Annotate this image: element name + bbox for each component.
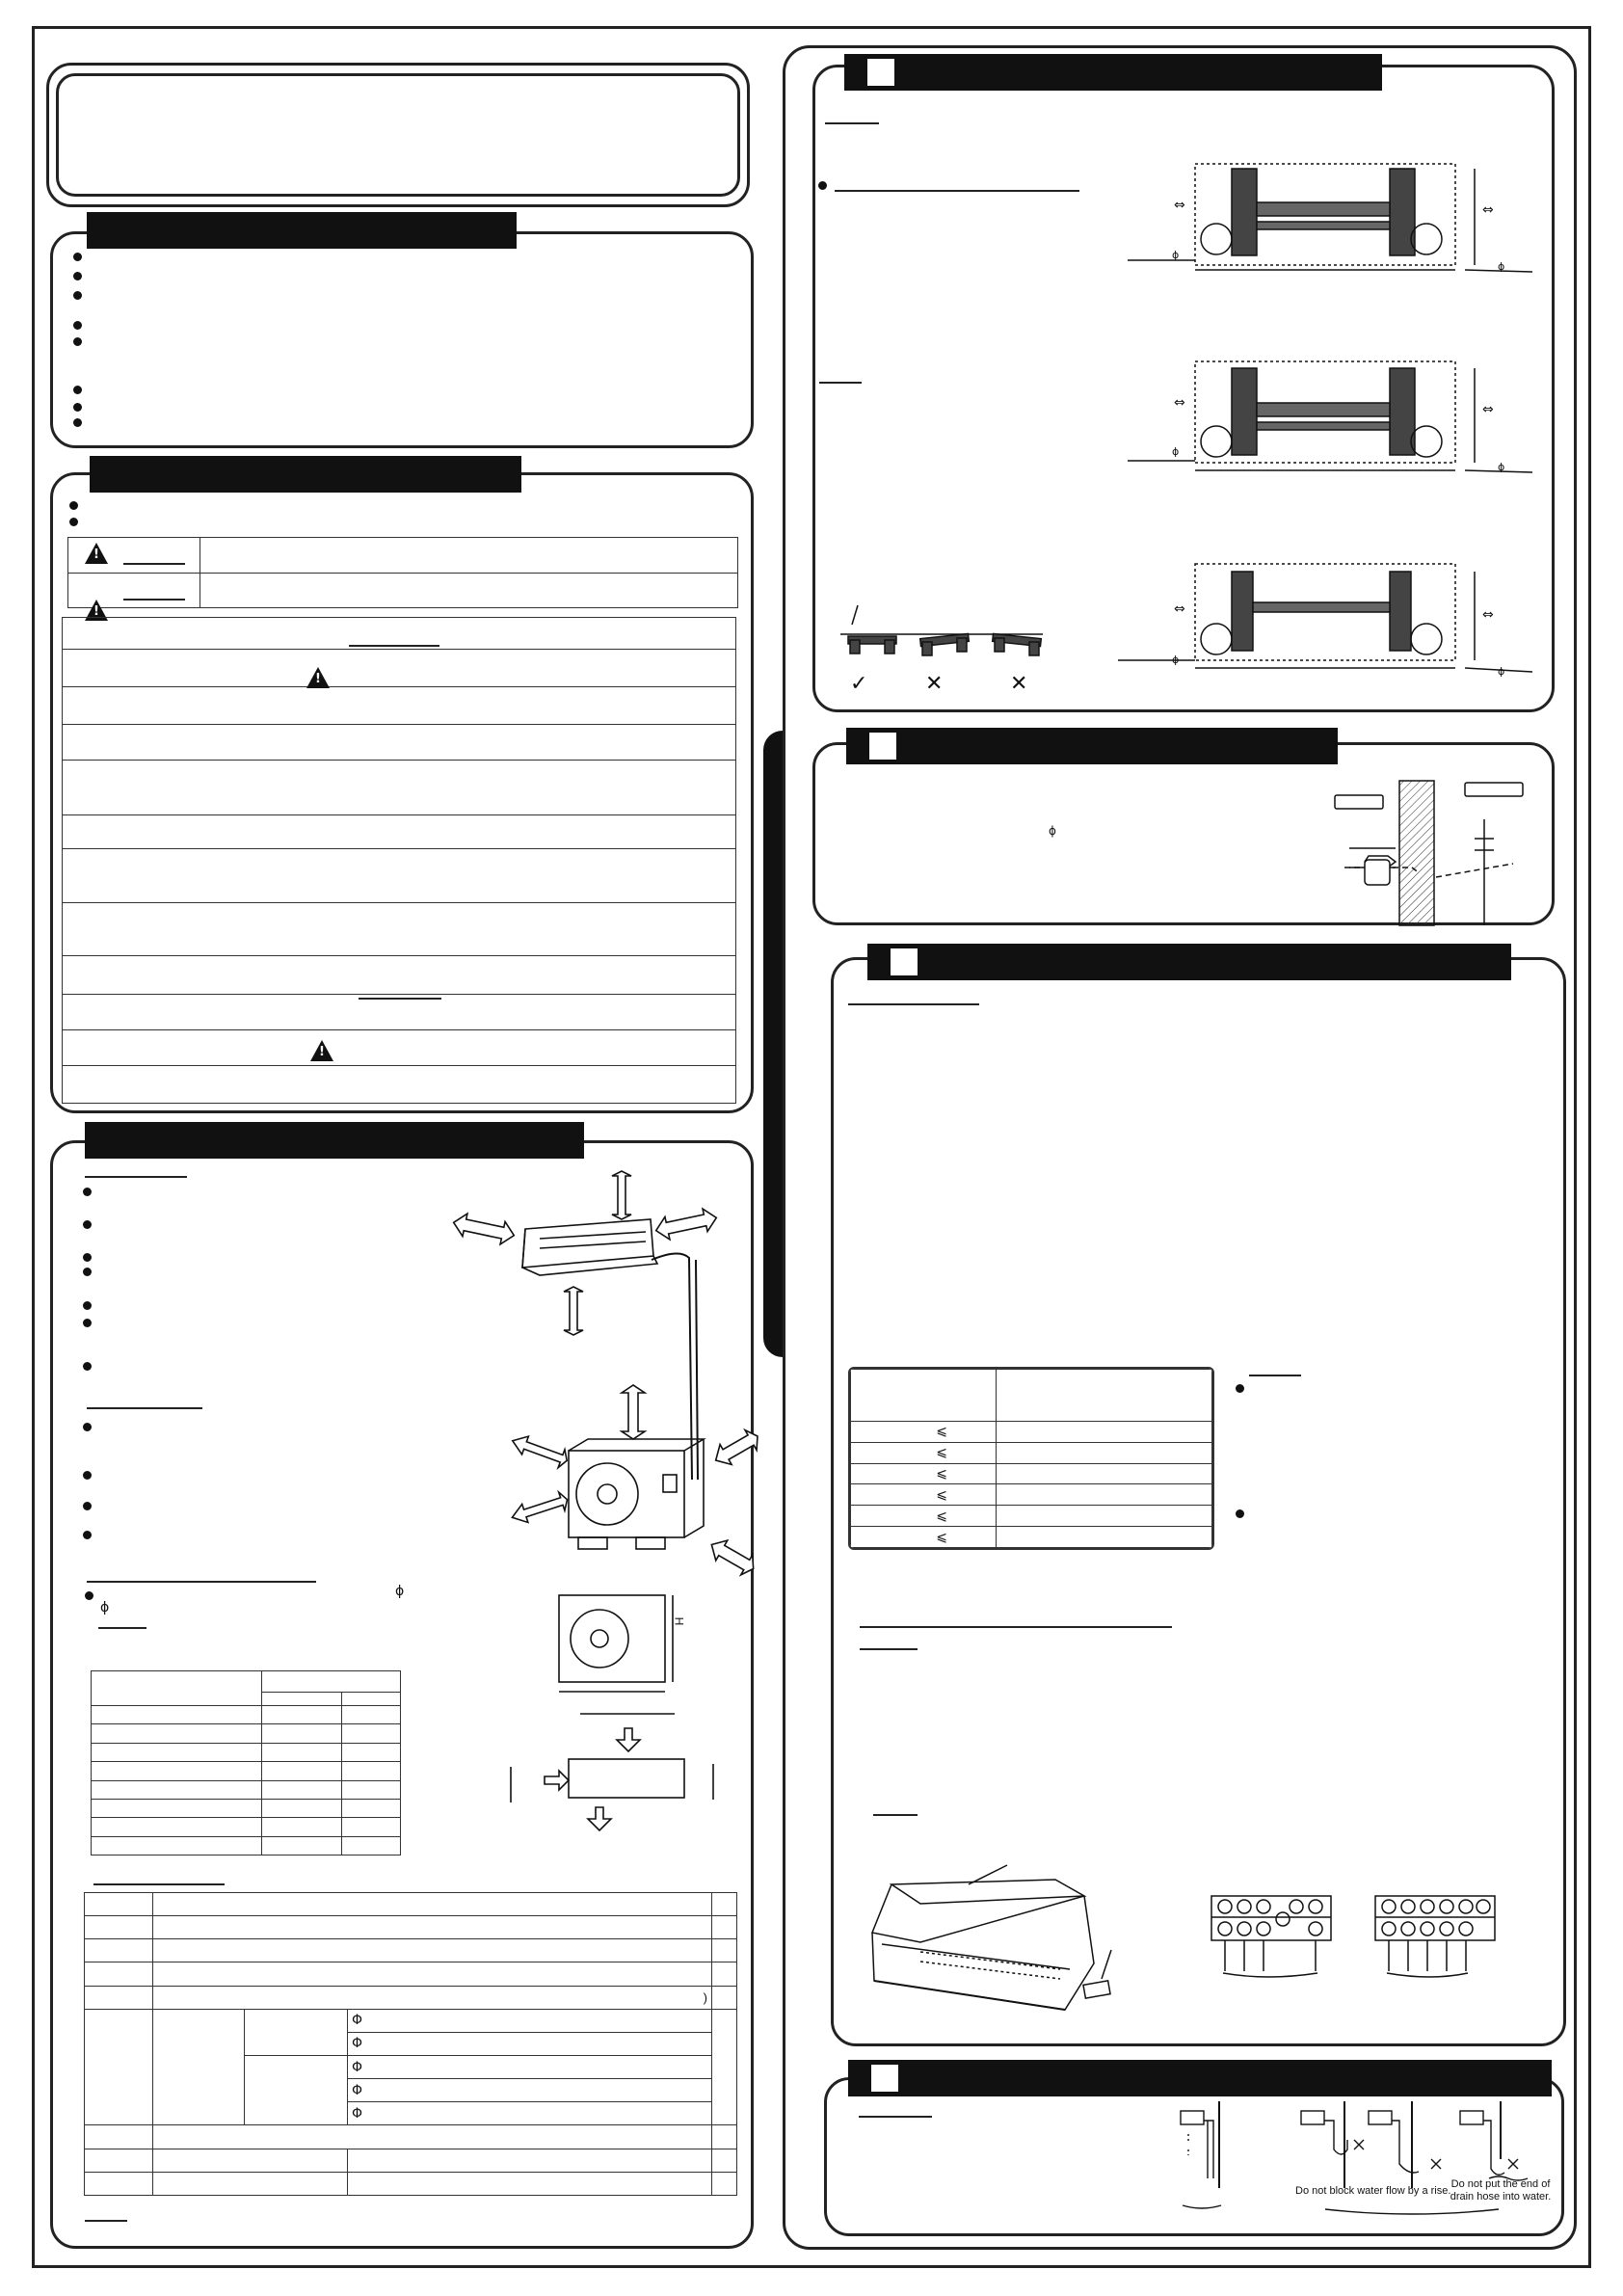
phi-symbol: ϕ [1172,445,1180,458]
bullet [73,272,82,280]
height-label: H [672,1616,686,1626]
phi-symbol: ϕ [395,1584,405,1599]
warning-table [62,617,736,1104]
bullet [818,181,827,190]
drain-note-no-water-1: Do not put the end of [1450,2178,1551,2190]
bullet [83,1253,92,1262]
section-header-2 [90,456,521,493]
wall-hole-diagram [1330,781,1542,925]
bullet [73,337,82,346]
arrow-symbol: ⇔ [1482,402,1494,417]
bullet [1236,1384,1244,1393]
le-symbol: ⩽ [936,1529,947,1545]
section-header-4 [844,54,1382,91]
warning-triangle-icon [85,543,108,564]
legend-label-line [123,563,185,565]
arrow-symbol: ⇔ [1482,607,1494,623]
bullet [73,418,82,427]
pipe-table [91,1670,401,1855]
warning-legend-table [67,537,738,608]
le-symbol: ⩽ [936,1445,947,1461]
phi-cap-symbol: Φ [352,2105,363,2122]
section-header-1 [87,212,517,249]
bullet [85,1591,93,1600]
terminal-block-diagram-1 [1210,1894,1335,1986]
subheading-underline [860,1626,1172,1628]
bullet [83,1301,92,1310]
subheading-underline [85,1176,187,1178]
drain-note-no-rise: Do not block water flow by a rise. [1295,2185,1451,2197]
section-header-5 [846,728,1338,764]
arrow-symbol: ⇔ [1174,601,1185,617]
phi-cap-symbol: Φ [352,2013,363,2029]
caution-triangle-icon [310,1040,333,1061]
subheading-underline [848,1003,979,1005]
le-symbol: ⩽ [936,1424,947,1440]
footnote-underline [85,2220,127,2222]
subheading-underline [835,190,1079,192]
subheading-underline [873,1814,918,1816]
indoor-unit-open-diagram [863,1875,1132,2019]
warning-triangle-icon [306,667,330,688]
bullet [83,1188,92,1196]
level-check-diagram [829,617,1070,675]
subheading-underline [93,1883,225,1885]
title-box-inner [56,73,740,197]
subheading-underline [87,1407,202,1409]
bullet [83,1423,92,1431]
bullet [1236,1509,1244,1518]
arrow-symbol: ⇔ [1174,395,1185,411]
cross-mark-icon: ✕ [925,672,944,696]
section-header-7 [848,2060,1552,2096]
phi-symbol: ϕ [1498,461,1505,473]
unit-clearance-diagram [434,1171,761,1788]
section-header-6 [867,944,1511,980]
phi-symbol: ϕ [1498,665,1505,678]
accessory-table [84,1892,737,2196]
bullet [83,1268,92,1276]
phi-symbol: ϕ [1049,824,1056,838]
bullet [73,403,82,412]
subheading-underline [859,2116,932,2118]
subheading-underline [87,1581,316,1583]
phi-symbol: ϕ [1172,249,1180,261]
le-symbol: ⩽ [936,1508,947,1524]
bullet [83,1319,92,1327]
cross-mark-icon: ✕ [1010,672,1028,696]
bullet [73,291,82,300]
bullet [73,386,82,394]
bullet [83,1220,92,1229]
subheading-underline [825,122,879,124]
section-box-1 [50,231,754,448]
le-symbol: ⩽ [936,1486,947,1503]
bullet [69,518,78,526]
section-header-3 [85,1122,584,1159]
bullet [73,321,82,330]
bullet [83,1502,92,1510]
phi-symbol: ϕ [1172,654,1180,666]
phi-symbol: ϕ [1498,260,1505,273]
bullet [69,501,78,510]
breaker-table [848,1367,1214,1550]
legend-label-line [123,599,185,601]
arrow-symbol: ⇔ [1174,198,1185,213]
subheading-underline [860,1648,918,1650]
bullet [83,1471,92,1480]
phi-cap-symbol: Φ [352,2082,363,2098]
phi-cap-symbol: Φ [352,2036,363,2052]
check-mark-icon: ✓ [850,672,868,696]
subheading-underline [1249,1375,1301,1376]
drain-hose-diagram [1181,2101,1561,2227]
subheading-underline [819,382,862,384]
arrow-symbol: ⇔ [1482,202,1494,218]
bullet [73,253,82,261]
subheading-underline [98,1627,146,1629]
right-paren: ) [703,1989,708,2005]
phi-cap-symbol: Φ [352,2059,363,2075]
terminal-block-diagram-2 [1373,1894,1499,1986]
warning-heading-line [349,645,439,647]
bullet [83,1362,92,1371]
drain-note-no-water-2: drain hose into water. [1450,2191,1552,2203]
le-symbol: ⩽ [936,1466,947,1482]
bullet [83,1531,92,1539]
phi-symbol: ϕ [100,1600,110,1615]
caution-heading-line [359,998,441,1000]
